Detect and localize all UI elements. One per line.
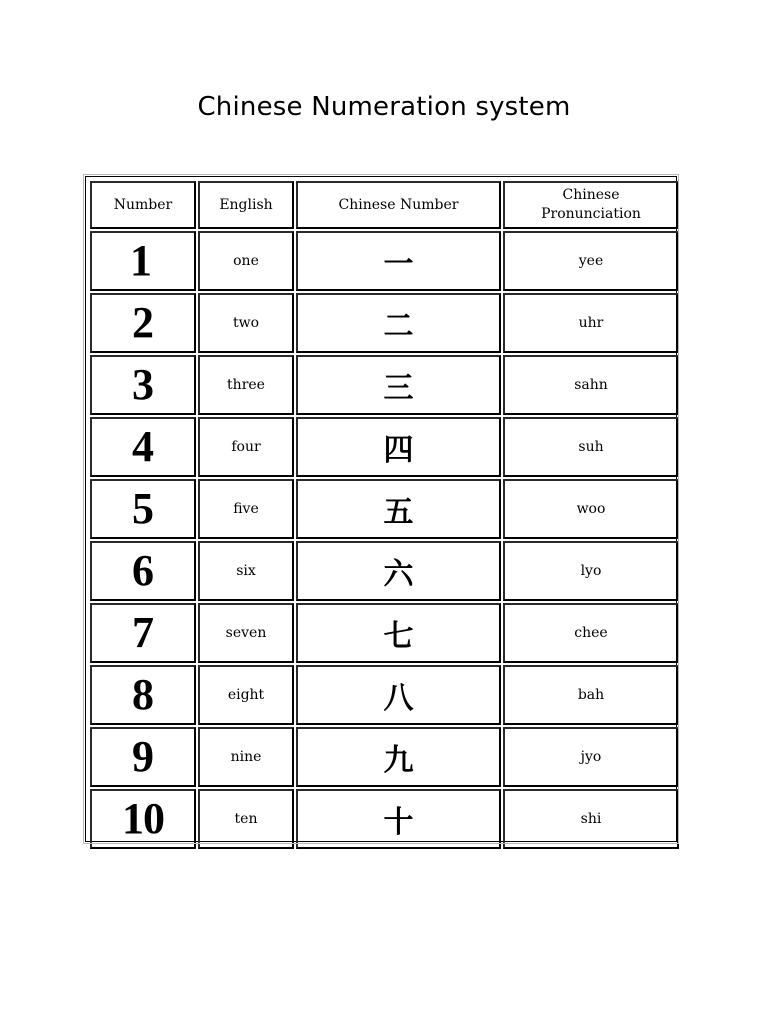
row-chinese-character: 十: [296, 789, 501, 849]
numeration-table: [88, 179, 681, 851]
row-number: 2: [90, 293, 196, 353]
row-pronunciation: shi: [503, 789, 679, 849]
row-pronunciation: chee: [503, 603, 679, 663]
row-english: seven: [198, 603, 294, 663]
row-pronunciation: jyo: [503, 727, 679, 787]
row-number: 10: [90, 789, 196, 849]
row-english: six: [198, 541, 294, 601]
page-title: Chinese Numeration system: [197, 92, 571, 122]
numeration-table-frame: [85, 176, 677, 842]
row-english: one: [198, 231, 294, 291]
table-header-row: [90, 181, 679, 229]
table-row: [90, 355, 679, 415]
row-pronunciation: suh: [503, 417, 679, 477]
row-number: 7: [90, 603, 196, 663]
row-pronunciation: woo: [503, 479, 679, 539]
header-chinese-pronunciation: [503, 181, 679, 229]
table-row: [90, 231, 679, 291]
row-english: five: [198, 479, 294, 539]
row-number: 3: [90, 355, 196, 415]
header-english: English: [198, 181, 294, 229]
row-number: 4: [90, 417, 196, 477]
row-chinese-character: 六: [296, 541, 501, 601]
header-number: Number: [90, 181, 196, 229]
row-number: 1: [90, 231, 196, 291]
table-row: [90, 541, 679, 601]
row-number: 5: [90, 479, 196, 539]
row-english: nine: [198, 727, 294, 787]
row-number: 6: [90, 541, 196, 601]
row-pronunciation: bah: [503, 665, 679, 725]
table-row: [90, 293, 679, 353]
row-chinese-character: 四: [296, 417, 501, 477]
row-chinese-character: 二: [296, 293, 501, 353]
table-row: [90, 603, 679, 663]
row-chinese-character: 一: [296, 231, 501, 291]
table-row: [90, 665, 679, 725]
table-row: [90, 417, 679, 477]
row-english: eight: [198, 665, 294, 725]
row-english: four: [198, 417, 294, 477]
row-chinese-character: 七: [296, 603, 501, 663]
row-pronunciation: yee: [503, 231, 679, 291]
row-chinese-character: 五: [296, 479, 501, 539]
header-pronunciation-line2: Pronunciation: [541, 206, 641, 222]
row-pronunciation: lyo: [503, 541, 679, 601]
table-row: [90, 789, 679, 849]
row-english: two: [198, 293, 294, 353]
header-pronunciation-line1: Chinese: [562, 187, 620, 203]
row-chinese-character: 八: [296, 665, 501, 725]
row-number: 8: [90, 665, 196, 725]
row-pronunciation: sahn: [503, 355, 679, 415]
row-chinese-character: 三: [296, 355, 501, 415]
table-row: [90, 727, 679, 787]
row-english: ten: [198, 789, 294, 849]
row-pronunciation: uhr: [503, 293, 679, 353]
row-number: 9: [90, 727, 196, 787]
header-chinese-number: Chinese Number: [296, 181, 501, 229]
table-row: [90, 479, 679, 539]
row-english: three: [198, 355, 294, 415]
row-chinese-character: 九: [296, 727, 501, 787]
